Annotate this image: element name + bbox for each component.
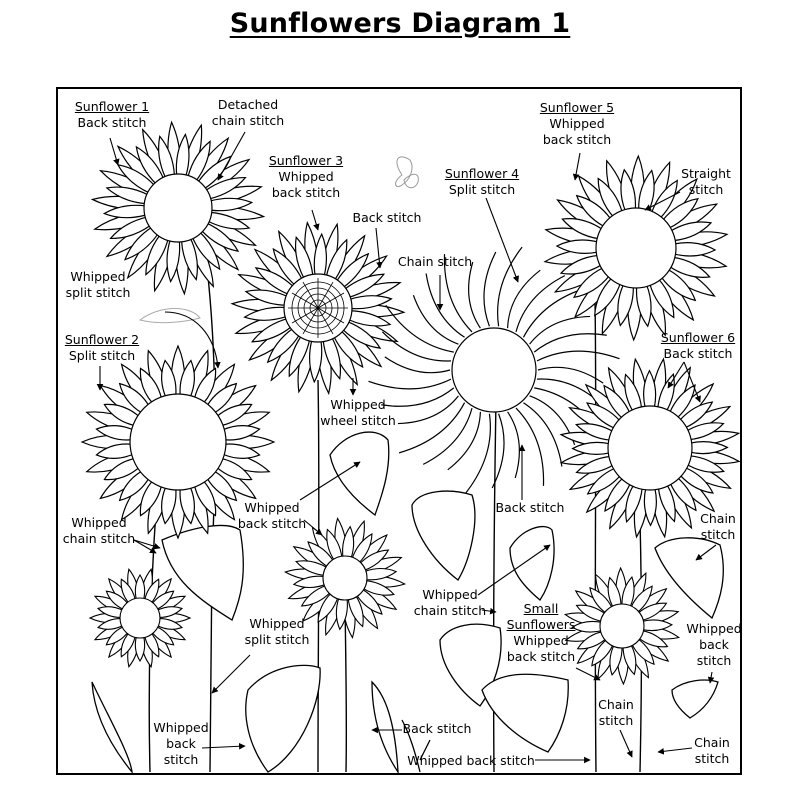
- label-sunflower-5-line1: Whipped: [549, 116, 605, 131]
- label-chain-stitch-right: [700, 511, 736, 543]
- label-back-stitch-sf3: Back stitch: [352, 210, 422, 225]
- petal-line: [469, 262, 481, 328]
- label-sunflower-5: [540, 100, 614, 148]
- label-chain-stitch-bottom2: [694, 735, 730, 767]
- label-sunflower-1-stitch: Back stitch: [77, 115, 147, 130]
- petal-line: [484, 252, 496, 326]
- label-whipped-chain-mid-line1: Whipped: [422, 587, 478, 602]
- label-sunflower-4: [445, 166, 519, 198]
- petal: [135, 636, 144, 661]
- label-chain-stitch-sf4: Chain stitch: [397, 254, 473, 269]
- petal-line: [530, 316, 590, 344]
- label-whipped-back-right-line3: stitch: [696, 653, 732, 668]
- label-sunflower-4-name: Sunflower 4: [444, 166, 520, 181]
- petal: [572, 621, 602, 632]
- label-whipped-split-2-line1: Whipped: [249, 616, 305, 631]
- label-whipped-wheel-line1: Whipped: [330, 397, 386, 412]
- petal-line: [508, 412, 520, 478]
- petal-line: [369, 379, 451, 389]
- stem-loop-outline: [140, 308, 200, 322]
- petal: [644, 371, 656, 408]
- label-sunflower-3: [269, 153, 343, 201]
- label-sunflower-6: [661, 330, 735, 362]
- petal-line: [516, 408, 544, 486]
- label-sunflower-2-name: Sunflower 2: [64, 332, 140, 347]
- label-sunflower-4-stitch: Split stitch: [448, 182, 516, 197]
- label-sunflower-1: [75, 99, 149, 131]
- label-whipped-split-2: [245, 616, 310, 648]
- petal: [690, 442, 727, 454]
- label-whipped-back-leaf: [238, 500, 306, 532]
- label-sunflower-2-stitch: Split stitch: [68, 348, 136, 363]
- small-sunflower-left: [90, 569, 190, 666]
- label-whipped-back-left-line3: stitch: [163, 752, 199, 767]
- label-whipped-wheel-line2: wheel stitch: [320, 413, 396, 428]
- petal: [674, 243, 715, 256]
- label-chain-stitch-right-line2: stitch: [700, 527, 736, 542]
- label-whipped-back-left-line2: back: [166, 736, 196, 751]
- petal-line: [537, 351, 619, 361]
- petal-line: [385, 357, 450, 373]
- label-straight-line2: stitch: [688, 182, 724, 197]
- label-whipped-chain-mid-line2: chain stitch: [413, 603, 487, 618]
- label-back-stitch-bottom: Back stitch: [402, 721, 472, 736]
- label-chain-stitch-bottom1-line2: stitch: [598, 713, 634, 728]
- label-sunflower-3-line1: Whipped: [278, 169, 334, 184]
- label-detached-line2: chain stitch: [211, 113, 285, 128]
- label-whipped-split-1-line2: split stitch: [65, 285, 131, 300]
- label-small-sunflowers-line2: Sunflowers: [506, 617, 576, 632]
- label-whipped-chain-mid: [414, 587, 486, 619]
- label-detached-line1: Detached: [217, 97, 279, 112]
- label-sunflower-1-name: Sunflower 1: [74, 99, 150, 114]
- label-straight-line1: Straight: [681, 166, 731, 181]
- petal: [557, 240, 598, 253]
- label-back-stitch-stem: Back stitch: [495, 500, 565, 515]
- petal-line: [399, 403, 464, 453]
- label-whipped-split-1: [66, 269, 131, 301]
- label-sunflower-3-line2: back stitch: [271, 185, 341, 200]
- label-sunflower-5-name: Sunflower 5: [539, 100, 615, 115]
- petal-line: [538, 367, 603, 383]
- petal: [310, 340, 322, 382]
- label-whipped-chain-left-line1: Whipped: [71, 515, 127, 530]
- petal: [135, 575, 144, 600]
- label-whipped-back-leaf-line1: Whipped: [244, 500, 300, 515]
- label-small-sunflowers-line3: Whipped: [513, 633, 569, 648]
- petal: [314, 234, 326, 276]
- label-whipped-back-left: [153, 720, 208, 768]
- label-chain-stitch-bottom2-line2: stitch: [694, 751, 730, 766]
- label-straight-stitch: [681, 166, 731, 198]
- label-detached-chain: [212, 97, 284, 129]
- label-whipped-chain-left-line2: chain stitch: [62, 531, 136, 546]
- petal: [343, 527, 354, 559]
- label-whipped-back-left-line1: Whipped: [153, 720, 209, 735]
- label-small-sunflowers-line1: Small: [523, 601, 559, 616]
- label-whipped-split-1-line1: Whipped: [70, 269, 126, 284]
- label-whipped-chain-left: [63, 515, 135, 547]
- label-whipped-back-right-line2: back: [699, 637, 729, 652]
- petal-line: [382, 332, 451, 361]
- label-sunflower-6-stitch: Back stitch: [663, 346, 733, 361]
- label-whipped-back-bottom: Whipped back stitch: [407, 753, 535, 768]
- small-sunflower-right: [565, 568, 679, 684]
- petal-line: [426, 273, 464, 337]
- label-whipped-wheel: [320, 397, 396, 429]
- label-chain-stitch-bottom1: [598, 697, 634, 729]
- label-small-sunflowers-line4: back stitch: [506, 649, 576, 664]
- label-small-sunflowers: [507, 601, 576, 665]
- label-chain-stitch-bottom1-line1: Chain: [598, 697, 634, 712]
- petal: [573, 442, 610, 454]
- label-sunflower-5-line2: back stitch: [542, 132, 612, 147]
- petal: [644, 488, 656, 525]
- label-chain-stitch-right-line1: Chain: [700, 511, 736, 526]
- petal: [104, 205, 146, 217]
- label-sunflower-3-name: Sunflower 3: [268, 153, 344, 168]
- petal-line: [413, 295, 458, 344]
- label-whipped-back-right-line1: Whipped: [686, 621, 742, 636]
- label-whipped-back-leaf-line2: back stitch: [237, 516, 307, 531]
- label-whipped-back-right: [686, 621, 741, 669]
- petal-line: [398, 396, 458, 424]
- label-whipped-split-2-line2: split stitch: [244, 632, 310, 647]
- petal: [642, 620, 672, 631]
- butterfly: [396, 157, 419, 188]
- petal: [210, 198, 252, 210]
- label-chain-stitch-bottom2-line1: Chain: [694, 735, 730, 750]
- page-title: Sunflowers Diagram 1: [229, 8, 571, 39]
- label-sunflower-2: [65, 332, 139, 364]
- petal-line: [492, 414, 504, 488]
- petal-line: [523, 403, 561, 467]
- label-sunflower-6-name: Sunflower 6: [660, 330, 736, 345]
